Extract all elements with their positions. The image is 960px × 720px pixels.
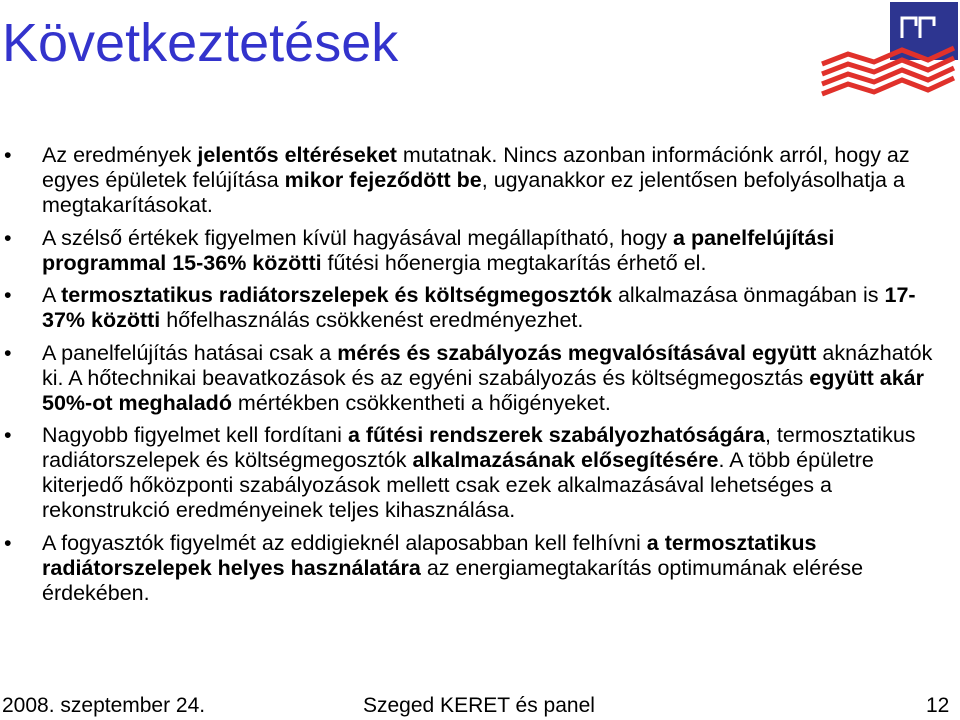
bullet-text: mutatnak. Nincs azonban információnk arról, hogy az egyes épületek felújítása [42, 143, 910, 192]
bullet-text: Nagyobb figyelmet kell fordítani [42, 423, 348, 447]
bullet-text: . A több épületre kiterjedő hőközponti szabályozások mellett csak ezek alkalmazásával lehetséges a rekonstrukció eredményeinek teljes kihasználása. [42, 448, 874, 522]
bullet-marker: • [4, 423, 12, 447]
bullet-item [0, 143, 960, 218]
bullet-item [0, 531, 960, 606]
bullet-text: A [42, 283, 62, 307]
bullet-text: az energiamegtakarítás optimumának elérése érdekében. [42, 555, 864, 605]
bullet-text: alkalmazása önmagában is [611, 283, 885, 307]
slide-title: Következtetések [2, 13, 399, 73]
footer-date: 2008. szeptember 24. [2, 694, 206, 717]
bullet-text: fűtési hőenergia megtakarítás érhető el. [321, 250, 707, 275]
bullet-text-bold: együtt akár 50%-ot meghaladó [42, 365, 924, 415]
bullet-item [0, 423, 960, 523]
bullet-text-bold: mérés és szabályozás megvalósításával együtt [337, 340, 817, 365]
bullet-text: A szélső értékek figyelmen kívül hagyásával megállapítható, hogy [42, 225, 674, 250]
footer-page-number: 12 [926, 694, 950, 717]
footer-event: Szeged KERET és panel [363, 694, 595, 717]
bullet-text-bold: termosztatikus radiátorszelepek és költségmegosztók [61, 283, 612, 307]
bullet-item [0, 226, 960, 276]
bullet-item [0, 341, 960, 416]
bullet-marker: • [4, 283, 12, 307]
bullet-text: A fogyasztók figyelmét az eddigieknél alaposabban kell felhívni [42, 530, 647, 555]
bullet-text-bold: jelentős eltéréseket [197, 143, 397, 167]
bullet-text-bold: a fűtési rendszerek szabályozhatóságára [347, 423, 765, 447]
bullet-text-bold: alkalmazásának elősegítésére [412, 448, 719, 472]
bullet-text-bold: a panelfelújítási programmal 15-36% közötti [42, 225, 835, 275]
bullet-text: , termosztatikus radiátorszelepek és költségmegosztók [42, 423, 916, 472]
bullet-text: mértékben csökkentheti a hőigényeket. [231, 390, 611, 415]
bullet-text-bold: mikor fejeződött be [284, 168, 482, 192]
bullet-text: Az eredmények [42, 143, 198, 167]
bullet-text: aknázhatók ki. A hőtechnikai beavatkozások és az egyéni szabályozás és költségmegosztás [42, 340, 933, 390]
bullet-text: A panelfelújítás hatásai csak a [42, 340, 338, 365]
bullet-text: hőfelhasználás csökkenést eredményezhet. [160, 308, 584, 332]
bullet-marker: • [4, 340, 12, 365]
bullet-marker: • [4, 530, 12, 555]
bullet-text-bold: 17-37% közötti [42, 283, 916, 332]
bullet-marker: • [4, 143, 12, 167]
bullet-text-bold: a termosztatikus radiátorszelepek helyes használatára [42, 530, 817, 580]
bullet-item [0, 283, 960, 333]
org-logo [818, 2, 958, 98]
bullet-text: , ugyanakkor ez jelentősen befolyásolhatja a megtakarításokat. [42, 168, 905, 217]
bullet-marker: • [4, 225, 12, 250]
conclusion-list [0, 143, 960, 613]
